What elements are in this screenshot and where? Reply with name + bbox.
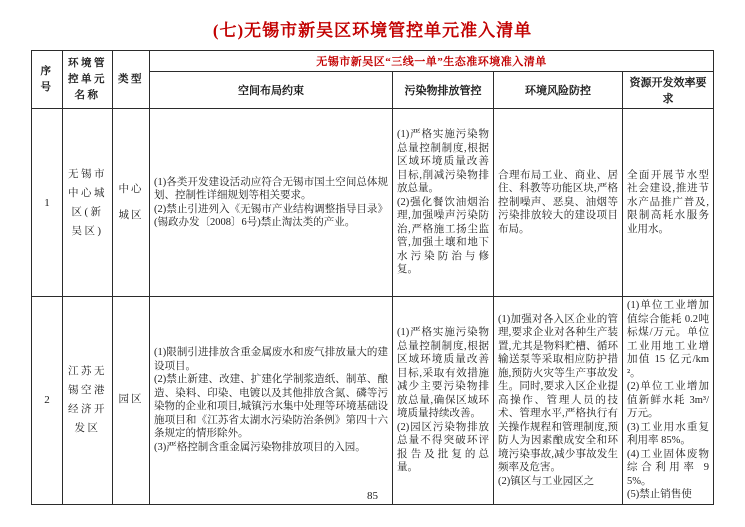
paragraph: (2)禁止新建、改建、扩建化学制浆造纸、制革、酿造、染料、印染、电镀以及其他排放含氮、磷等污染物的企业和项目,城镇污水集中处理等环境基础设施项目和《江苏省太湖水污染防治条例》第四十六条规定的情形除外。 bbox=[154, 374, 388, 440]
table-row bbox=[32, 109, 714, 297]
paragraph: (4)工业固体废物综合利用率 95%。 bbox=[627, 448, 709, 487]
cell-spatial-layout bbox=[150, 297, 393, 505]
header-type: 类型 bbox=[113, 51, 150, 109]
paragraph: (3)严格控制含重金属污染物排放项目的入园。 bbox=[154, 441, 366, 453]
cell-resource-efficiency bbox=[623, 109, 714, 297]
cell-index: 1 bbox=[32, 109, 63, 297]
cell-pollutant-discharge bbox=[393, 297, 494, 505]
paragraph: (1)限制引进排放含重金属废水和废气排放量大的建设项目。 bbox=[154, 347, 388, 372]
header-resource-efficiency: 资源开发效率要求 bbox=[623, 72, 714, 109]
paragraph: (1)加强对各入区企业的管理,要求企业对各种生产装置,尤其是物料贮槽、循环输送泵等采取相应防护措施,预防火灾等生产事故发生。同时,要求入区企业提高操作、管理人员的技术、管理水平,严格执行有关操作规程和管理制度,预防人为因素酿成安全和环境污染事故,减少事故发生频率及危害。 bbox=[498, 313, 618, 473]
paragraph: (1)严格实施污染物总量控制制度,根据区域环境质量改善目标,采取有效措施减少主要污染物排放总量,确保区域环境质量持续改善。 bbox=[397, 327, 489, 419]
paragraph: (5)禁止销售使 bbox=[627, 489, 692, 500]
paragraph: 全面开展节水型社会建设,推进节水产品推广普及,限制高耗水服务业用水。 bbox=[627, 169, 709, 235]
cell-index: 2 bbox=[32, 297, 63, 505]
header-index: 序号 bbox=[32, 51, 63, 109]
paragraph: (2)镇区与工业园区之 bbox=[498, 475, 595, 487]
table-row bbox=[32, 297, 714, 505]
paragraph: (2)强化餐饮油烟治理,加强噪声污染防治,严格施工扬尘监管,加强土壤和地下水污染防治与修复。 bbox=[397, 196, 489, 276]
cell-resource-efficiency bbox=[623, 297, 714, 505]
paragraph: (1)严格实施污染物总量控制制度,根据区域环境质量改善目标,削减污染物排放总量。 bbox=[397, 129, 489, 195]
header-spatial-layout: 空间布局约束 bbox=[150, 72, 393, 109]
header-risk-prevention: 环境风险防控 bbox=[494, 72, 623, 109]
paragraph: (1)单位工业增加值综合能耗 0.2吨标煤/万元。单位工业用地工业增加值 15 亿元/km²。 bbox=[627, 300, 709, 379]
paragraph: (2)禁止引进列入《无锡市产业结构调整指导目录》(锡政办发〔2008〕6号)禁止淘汰类的产业。 bbox=[154, 203, 388, 228]
paragraph: (3)工业用水重复利用率 85%。 bbox=[627, 421, 709, 446]
table-header bbox=[32, 51, 714, 109]
cell-type: 园区 bbox=[113, 297, 150, 505]
header-merged-title: 无锡市新吴区“三线一单”生态准环境准入清单 bbox=[150, 51, 714, 72]
paragraph: (1)各类开发建设活动应符合无锡市国土空间总体规划、控制性详细规划等相关要求。 bbox=[154, 176, 388, 201]
page-number: 85 bbox=[367, 490, 378, 502]
cell-risk-prevention bbox=[494, 297, 623, 505]
cell-risk-prevention bbox=[494, 109, 623, 297]
paragraph: (2)园区污染物排放总量不得突破环评报告及批复的总量。 bbox=[397, 421, 489, 473]
cell-pollutant-discharge bbox=[393, 109, 494, 297]
header-pollutant-discharge: 污染物排放管控 bbox=[393, 72, 494, 109]
cell-spatial-layout bbox=[150, 109, 393, 297]
cell-unit-name: 江苏无锡空港经济开发区 bbox=[63, 297, 113, 505]
page-title: (七)无锡市新吴区环境管控单元准入清单 bbox=[212, 21, 533, 40]
cell-unit-name: 无锡市中心城区(新吴区) bbox=[63, 109, 113, 297]
admission-list-table bbox=[31, 50, 714, 505]
paragraph: (2)单位工业增加值新鲜水耗 3m³/万元。 bbox=[627, 381, 709, 419]
header-unit-name: 环境管控单元名称 bbox=[63, 51, 113, 109]
cell-type: 中心城区 bbox=[113, 109, 150, 297]
paragraph: 合理布局工业、商业、居住、科教等功能区块,严格控制噪声、恶臭、油烟等污染排放较大的建设项目布局。 bbox=[498, 169, 618, 235]
